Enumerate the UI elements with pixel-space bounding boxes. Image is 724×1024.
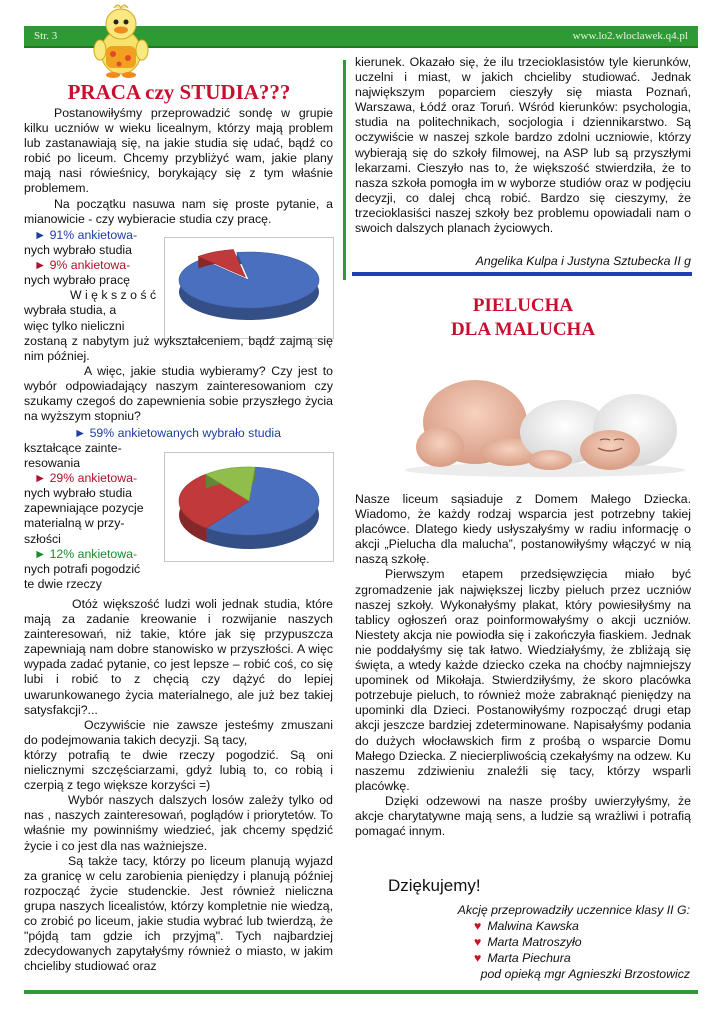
survey2-results: [24, 426, 334, 441]
article-title-pielucha: [355, 294, 691, 342]
article2-paragraph: Dzięki odzewowi na nasze prośby uwierzyłyśmy, że akcje charytatywne mają sens, a ludzie są wrażliwi i potrafią pomagać innym.: [355, 793, 691, 839]
survey1-item: ► 91% ankietowa-: [34, 228, 138, 242]
survey1-item: nych wybrało pracę: [24, 273, 130, 288]
credit-name: [400, 934, 690, 950]
article1-paragraph: Są także tacy, którzy po liceum planują wyjazd za granicę w celu zarobienia pieniędzy i planują później rozpocząć życie studenckie. Jest również nieliczna grupa naszych licealistów, którzy kompletnie nie wiedzą, co zrobić po liceum, jakie studia wybrać lub twierdzą, że "pójdą tam gdzie ich przyjmą". Tych najbardziej zdecydowanych zapytałyśmy również o miasto, w jakim chcieliby studiować oraz: [24, 853, 333, 974]
title-line: DLA MALUCHA: [450, 319, 596, 340]
article1-paragraph: Wybór naszych dalszych losów zależy tylko od nas , naszych zainteresowań, poglądów i priorytetów. To właśnie my powinniśmy wiedzieć, jak chcemy spędzić życie i co jest dla nas ważniejsze.: [24, 793, 333, 853]
survey2-item: szłości: [24, 531, 61, 546]
article1-authors: Angelika Kulpa i Justyna Sztubecka II g: [475, 254, 691, 268]
survey2-item: ► 12% ankietowa-: [34, 546, 138, 561]
credit-line: Akcję przeprowadziły uczennice klasy II G:: [457, 903, 690, 917]
article1-continuation: [355, 55, 691, 236]
pie-chart-study-vs-work: [164, 237, 334, 339]
thanks-heading: Dziękujemy!: [388, 876, 481, 895]
survey2-item: materialną w przy-: [24, 516, 125, 531]
article1-paragraph: Otóż większość ludzi woli jednak studia, które mają za zadanie kreowanie i rozwijanie naszych zainteresowań, niż takie, które jak się przypuszcza zapewniają nam dobre stanowisko w przyszłości. A więc wypada zadać pytanie, co jest lepsze – robić coś, co się lubi i robić to z chęcią czy dążyć do lepiej uwarunkowanego życia materialnego, ale już bez takiej satysfakcji?...: [24, 597, 333, 717]
heart-icon: ♥: [474, 919, 482, 933]
survey2-item: ► 29% ankietowa-: [34, 471, 138, 486]
credit-name-text: Malwina Kawska: [487, 919, 579, 933]
heart-icon: ♥: [474, 935, 482, 949]
survey1-item: więc tylko nieliczni: [24, 318, 125, 333]
credit-supervisor: pod opieką mgr Agnieszki Brzostowicz: [480, 967, 690, 981]
article1-paragraph: zostaną z nabytym już wykształceniem, bądź zajmą się nim później.: [24, 334, 333, 364]
duck-mascot-icon: [86, 2, 156, 78]
article1-body: [24, 597, 333, 974]
article1-paragraph: Na początku nasuwa nam się proste pytanie, a mianowicie - czy wybieracie studia czy pracę.: [24, 196, 333, 226]
survey2-item: ► 59% ankietowanych wybrało studia: [74, 426, 281, 440]
credit-name-text: Marta Piechura: [487, 951, 571, 965]
credit-name: [400, 918, 690, 934]
article-title-praca-czy-studia: PRACA czy STUDIA???: [67, 80, 291, 104]
survey2-item: zapewniające pozycje: [24, 501, 144, 516]
article1-intro: [24, 106, 333, 227]
article1-paragraph: kierunek. Okazało się, że ilu trzecioklasistów tyle kierunków, uczelni i miast, w jakich chcieliby studiować. Jednak największym poparciem cieszyły się miasta Poznań, Warszawa, Łódź oraz Toruń. Wśród kierunków: psychologia, studia na politechnikach, socjologia i dziennikarstwo. Są oczywiście w naszej szkole bardzo zdolni uczniowie, którzy wybierają się do szkoły filmowej, na ASP lub są przyszłymi lekarzami. Cieszyło nas to, że większość stwierdziła, że to nasza szkoła pomogła im w wyborze studiów oraz w podjęciu decyzji, co dalej chcą robić. Bardzo się cieszymy, że trzecioklasiści naszej szkoły bez problemu opowiadali nam o swoich dalszych planach życiowych.: [355, 55, 691, 236]
pie-chart-study-types: [164, 452, 334, 562]
site-url: www.lo2.wloclawek.q4.pl: [572, 30, 688, 42]
survey2-results-list: [24, 441, 162, 592]
article-separator: [352, 272, 692, 276]
title-line: PIELUCHA: [472, 295, 574, 316]
article2-body: [355, 492, 691, 839]
survey1-results: [24, 228, 162, 334]
survey1-item: W i ę k s z o ś ć: [70, 288, 157, 303]
article2-paragraph: Pierwszym etapem przedsięwzięcia miało być zgromadzenie jak największej liczby pieluch przez uczniów naszej szkoły. Wykonałyśmy plakat, który powiesiłyśmy na tablicy ogłoszeń oraz poinformowałyśmy o akcji uczniów. Niestety akcja nie powiodła się i zakończyła fiaskiem. Jednak nie poddałyśmy się tak łatwo. Wiedziałyśmy, że zbliżają się święta, a wtedy każde dziecko czeka na choćby najmniejszy upominek od Mikołaja. Stwierdziłyśmy, że skoro placówka potrzebuje pieluch, to również może zabraknąć pieniędzy na upominki dla Dzieci. Postanowiłyśmy rozpocząć drugi etap akcji jeszcze bardziej zdeterminowane. Napisałyśmy podania do dużych włocławskich firm z prośbą o wsparcie Domu Małego Dziecka. Z niecierpliwością czekałyśmy na odzew. Ku naszemu zdziwieniu znaleźli się tacy, którzy wsparli placówkę.: [355, 567, 691, 793]
survey2-item: resowania: [24, 456, 81, 471]
survey2-item: nych wybrało studia: [24, 486, 132, 501]
credit-name: [400, 950, 690, 966]
survey2-item: te dwie rzeczy: [24, 576, 102, 591]
survey2-item: kształcące zainte-: [24, 441, 122, 455]
heart-icon: ♥: [474, 951, 482, 965]
article1-middle: [24, 334, 333, 425]
page-footer-bar: [24, 990, 698, 994]
survey2-item: nych potrafi pogodzić: [24, 561, 141, 576]
credits: [400, 902, 690, 982]
column-divider: [343, 60, 346, 280]
article1-paragraph: A więc, jakie studia wybieramy? Czy jest to wybór odpowiadający naszym zainteresowaniom czy szukamy czegoś do zapewnienia sobie przyszłego życia na wyższym stopniu?: [24, 364, 333, 424]
article2-paragraph: Nasze liceum sąsiaduje z Domem Małego Dziecka. Wiadomo, że każdy rodzaj wsparcia jest potrzebny takiej placówce. Dlatego kiedy usłyszałyśmy w radiu informację o akcji „Pielucha dla malucha”, postanowiłyśmy włączyć w nią naszą szkołę.: [355, 492, 691, 567]
page-number: Str. 3: [34, 30, 58, 42]
article1-paragraph: Oczywiście nie zawsze jesteśmy zmuszani do podejmowania takich decyzji. Są tacy,: [24, 717, 333, 747]
survey1-item: ► 9% ankietowa-: [34, 258, 131, 273]
survey1-item: nych wybrało studia: [24, 243, 132, 258]
survey1-item: wybrała studia, a: [24, 303, 117, 318]
credit-name-text: Marta Matroszyło: [487, 935, 582, 949]
article1-paragraph: którzy potrafią te dwie rzeczy pogodzić. Są oni nielicznymi szczęściarzami, gdyż lubią to, co robią i czerpią z tego większe korzyści =): [24, 747, 333, 793]
article1-paragraph: Postanowiłyśmy przeprowadzić sondę w grupie kilku uczniów w wieku licealnym, którzy mają problem lub zastanawiają się, na jakie studia się udać, bądź co robić po liceum. Chcemy przybliżyć wam, jakie plany mają nasi rówieśnicy, borykający się z tym właśnie problemem.: [24, 106, 333, 196]
sleeping-baby-image: [400, 352, 690, 477]
